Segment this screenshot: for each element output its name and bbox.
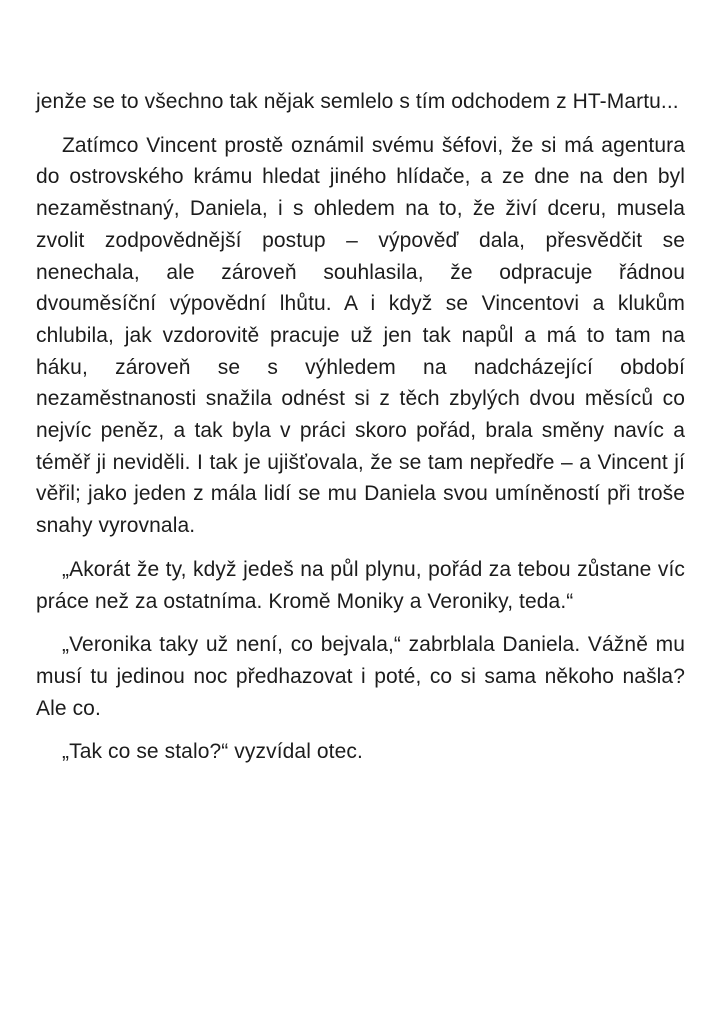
paragraph-narrative: Zatímco Vincent prostě oznámil svému šéfovi, že si má agentura do ostrovského krámu hledat jiného hlídače, a ze dne na den byl nezaměstnaný, Daniela, i s ohledem na to, že živí dceru, musela zvolit zodpovědnější postup – výpověď dala, přesvědčit se nenechala, ale zároveň souhlasila, že odpracuje řádnou dvouměsíční výpovědní lhůtu. A i když se Vincentovi a klukům chlubila, jak vzdorovitě pracuje už jen tak napůl a má to tam na háku, zároveň se s výhledem na nadcházející období nezaměstnanosti snažila odnést si z těch zbylých dvou měsíců co nejvíc peněz, a tak byla v práci skoro pořád, brala směny navíc a téměř ji neviděli. I tak je ujišťovala, že se tam nepředře – a Vincent jí věřil; jako jeden z mála lidí se mu Daniela svou umíněností při troše snahy vyrovnala. <box>36 133 685 538</box>
paragraph-continuation: jenže se to všechno tak nějak semlelo s tím odchodem z HT-Martu... <box>36 90 679 113</box>
paragraph-dialogue-veronika: „Veronika taky už není, co bejvala,“ zabrblala Daniela. Vážně mu musí tu jedinou noc předhazovat i poté, co si sama někoho našla? Ale co. <box>36 633 685 720</box>
paragraph-dialogue-otec: „Tak co se stalo?“ vyzvídal otec. <box>62 740 363 764</box>
page-body <box>36 86 685 780</box>
paragraph-dialogue-akorat: „Akorát že ty, když jedeš na půl plynu, pořád za tebou zůstane víc práce než za ostatníma. Kromě Moniky a Veroniky, teda.“ <box>36 557 685 613</box>
